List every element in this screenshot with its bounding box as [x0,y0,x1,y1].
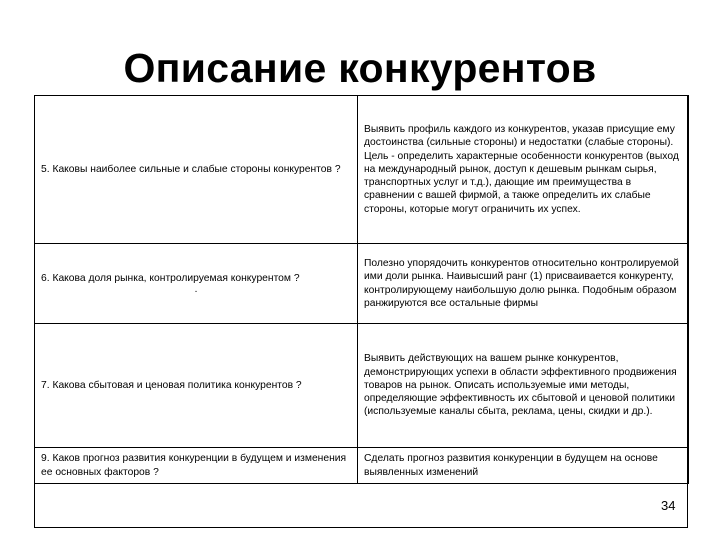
slide-title: Описание конкурентов [123,45,597,91]
page-number: 34 [661,498,676,513]
answer-cell: Выявить профиль каждого из конкурентов, указав присущие ему достоинства (сильные стороны) и недостатки (слабые стороны). Цель - определить характерные особенности конкурентов (выход на международный рынок, доступ к дешевым рынкам сырья, транспортных услуг и т.д.), дающие им преимущества в сравнении с вашей фирмой, а также определить их слабые стороны, которые могут ограничить их успех. [358,96,689,244]
table-row [35,244,689,324]
table-row [35,324,689,448]
competitors-table [34,95,689,484]
question-cell: 7. Какова сбытовая и ценовая политика конкурентов ? [35,324,358,448]
question-cell: 5. Каковы наиболее сильные и слабые стороны конкурентов ? [35,96,358,244]
table-row [35,448,689,484]
question-note: . [194,284,198,296]
answer-cell: Полезно упорядочить конкурентов относительно контролируемой ими доли рынка. Наивысший ранг (1) присваивается конкуренту, контролирующему наибольшую долю рынка. Подобным образом ранжируются все остальные фирмы [358,244,689,324]
table-row [35,96,689,244]
question-cell: 9. Каков прогноз развития конкуренции в будущем и изменения ее основных факторов ? [35,448,358,484]
question-text: 6. Какова доля рынка, контролируемая конкурентом ? [41,272,300,284]
answer-cell: Сделать прогноз развития конкуренции в будущем на основе выявленных изменений [358,448,689,484]
question-cell [35,244,358,324]
answer-cell: Выявить действующих на вашем рынке конкурентов, демонстрирующих успехи в области эффективного продвижения товаров на рынок. Описать используемые ими методы, определяющие эффективность их сбытовой и ценовой политики (используемые каналы сбыта, реклама, цены, скидки и др.). [358,324,689,448]
